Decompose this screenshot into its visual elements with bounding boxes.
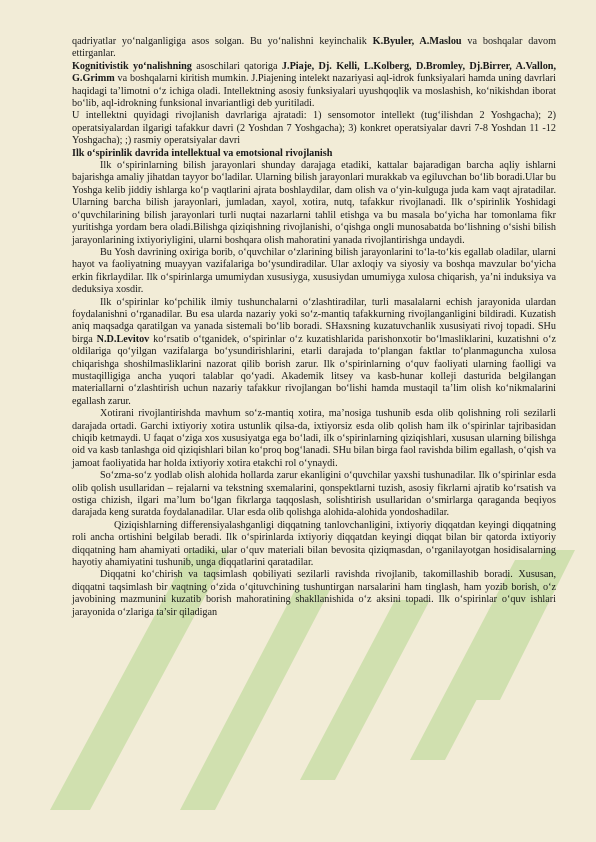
text-run: qadriyatlar yo‘nalganligiga asos solgan. Bu yo‘nalishni keyinchalik (72, 36, 373, 47)
text-run: Qiziqishlarning differensiyalashganligi diqqatning tanlovchanligini, ixtiyoriy diqqatdan keyingi diqqatning roli ancha ortishini belgilab beradi. Ilk o‘spirinlarda ixtiyoriy diqqatdan keyingi diqqat bilan bir qatorda ixtiyoriy diqqatning ham ahamiyati ortadiki, ular o‘quv materiali bilan bevosita qiziqmasdan, o‘rganilayotgan hosidisalarning hayotiy ahamiyatini tushunib, unga diqqatlarini qaratadilar. (72, 519, 556, 569)
paragraph (72, 520, 556, 570)
text-run: Xotirani rivojlantirishda mavhum so‘z-mantiq xotira, ma’nosiga tushunib esda olib qolishning roli sezilarli darajada ortadi. Garchi ixtiyoriy xotira ustunlik qilsa-da, ixtiyorsiz esda olib qolish ham ilk o‘spirinlar tajribasidan chiqib ketmaydi. U faqat o‘ziga xos xususiyatga ega bo‘ladi, ilk o‘spirinlarning qiziqishlari, xususan ularning bilishga oid va kasb tanlashga oid qiziqishlari bilan ko‘proq bog‘lanadi. SHu bilan birga faol ravishda bilim egallash, o‘qish va jamoat faoliyatida har holda ixtiyoriy xotira etakchi rol o‘ynaydi. (72, 408, 556, 469)
bold-text: Kognitivistik yo‘nalishning (72, 60, 192, 72)
text-run: Bu Yosh davrining oxiriga borib, o‘quvchilar o‘zlarining bilish jarayonlarini to‘la-to‘kis egallab oladilar, ularni hayot va faoliyatning muayyan vazifalariga bo‘ysundiradilar. Ular axloqiy va siyosiy va boshqa mavzular bo‘yicha erkin fikrlaydilar. Ilk o‘spirinlarga umumiydan xususiyga, xususiydan umumiyga xulosa chiqarish, ya’ni induksiya va deduksiya xosdir. (72, 246, 556, 296)
text-run: ko‘rsatib o‘tganidek, o‘spirinlar o‘z kuzatishlarida parishonxotir bo‘lmasliklarini, kuzatishni o‘z oldilariga qo‘yilgan vazifalarga bo‘ysundirishlarini, etarli darajada to‘plangan faktlar to‘planmaguncha xulosa chiqarishga shoshilmasliklarini nazorat qilib borish zarur. Ilk o‘spirinlarning o‘quv faoliyati ularning faolligi va mustaqilligiga ancha yuqori talablar qo‘yadi. Akademik litsey va kasb-hunar kolleji dasturida belgilangan materiallarni o‘zlashtirish uchun nazariy tafakkur rivojlangan bo‘lishi hamda mustaqil ta’lim olish ko‘nikmalarini egallash zarur. (72, 333, 556, 407)
paragraph (72, 470, 556, 520)
document-body (72, 36, 556, 619)
paragraph (72, 36, 556, 61)
bold-text: K.Byuler, A.Maslou (372, 36, 462, 47)
text-run: Ilk o‘spirinlar ko‘pchilik ilmiy tushunchalarni o‘zlashtiradilar, turli masalalarni echish jarayonida ulardan foydalanishni o‘rganadilar. Bu esa ularda nazariy yoki so‘z-mantiq tafakkurning rivojlanganligini bildiradi. Kuzatish aniq maqsadga qaratilgan va yanada sistemali bo‘lib boradi. SHaxsning kuzatuvchanlik xususiyati rivoj topadi. SHu birga (72, 296, 556, 345)
paragraph (72, 61, 556, 111)
paragraph (72, 569, 556, 619)
text-run: asoschilari qatoriga (191, 60, 282, 72)
text-run: va boshqalar davom ettirganlar. (72, 36, 556, 60)
paragraph (72, 408, 556, 470)
text-run: va boshqalarni kiritish mumkin. J.Piajening intelekt nazariyasi aql-idrok funksiyalari hamda uning davrlari haqidagi ta’limotni o‘z ichiga oladi. Intellektning asosiy funksiyalari uyushqoqlik va moslashish, ko‘nikishdan iborat bo‘lib, aql-idrokning funksional invariantligi deb yuritiladi. (72, 73, 556, 110)
paragraph (72, 110, 556, 147)
text-run: So‘zma-so‘z yodlab olish alohida hollarda zarur ekanligini o‘quvchilar yaxshi tushunadilar. Ilk o‘spirinlar esda olib qolish usullaridan – rejalarni va tekstning sxemalarini, qonspektlarni tuzish, asosiy fikrlarni ajratib ko‘rsatish va ostiga chizish, ilgari ma’lum bo‘lgan fikrlarga taqqoslash, solishtirish usullaridan o‘smirlarga qaraganda beqiyos darajada keng suratda foydalanadilar. Ular esda olib qolishga alohida-alohida yondoshadilar. (72, 470, 556, 519)
text-run: U intellektni quyidagi rivojlanish davrlariga ajratadi: 1) sensomotor intellekt (tug‘ilishdan 2 Yoshgacha); 2) operatsiyalardan ilgarigi tafakkur davri (2 Yoshdan 7 Yoshgacha); 3) konkret operatsiyalar davri 7-8 Yoshdan 11 -12 Yoshgacha); ;) rasmiy operatsiyalar davri (72, 110, 556, 147)
paragraph (72, 160, 556, 247)
text-run: Ilk o‘spirinlarning bilish jarayonlari shunday darajaga etadiki, kattalar bajaradigan barcha aqliy ishlarni bajarishga amaliy jihatdan tayyor bo‘ladilar. Ularning bilish jarayonlari murakkab va egiluvchan bo‘lib boradi.Ular bu Yoshga kelib jiddiy ishlarga ko‘p vaqtlarini ajrata boshlaydilar, dam olish va o‘yin-kulguga juda kam vaqt ajratadilar. Ularning barcha bilish jarayonlari, jumladan, xayol, xotira, nutq, tafakkur rivojlanadi. Ilk o‘spirinlik Yoshidagi o‘quvchilarining bilish jarayonlari turli nuqtai nazarlarni tahlil etishga va bu masala bo‘yicha har tomonlama fikr yuritishga yordam bera oladi.Bilishga qiziqishning rivojlanishi, o‘qishga ongli munosabatda bo‘lishning o‘sishi bilish jarayonlarining ixtiyoriyligini, ularni boshqara olish mahoratini yanada rivojlantirishga undaydi. (72, 160, 556, 246)
paragraph (72, 297, 556, 409)
paragraph (72, 148, 556, 160)
bold-text: N.D.Levitov (96, 333, 150, 345)
text-run: Diqqatni ko‘chirish va taqsimlash qobiliyati sezilarli ravishda rivojlanib, takomillashib boradi. Xususan, diqqatni taqsimlash bir vaqtning o‘zida o‘qituvchining tushuntirgan narsalarini ham tinglash, ham yozib borish, o‘z javobining mazmunini kuzatib borish mahoratining shakllanishida o‘z aksini topadi. Ilk o‘spirinlar o‘quv ishlari jarayonida o‘zlariga ta’sir qiladigan (72, 569, 556, 618)
bold-text: J.Piaje, Dj. Kelli, L.Kolberg, D.Bromley, Dj.Birrer, A.Vallon, G.Grimm (72, 60, 556, 85)
paragraph (72, 247, 556, 297)
bold-text: Ilk o‘spirinlik davrida intellektual va emotsional rivojlanish (72, 147, 333, 159)
